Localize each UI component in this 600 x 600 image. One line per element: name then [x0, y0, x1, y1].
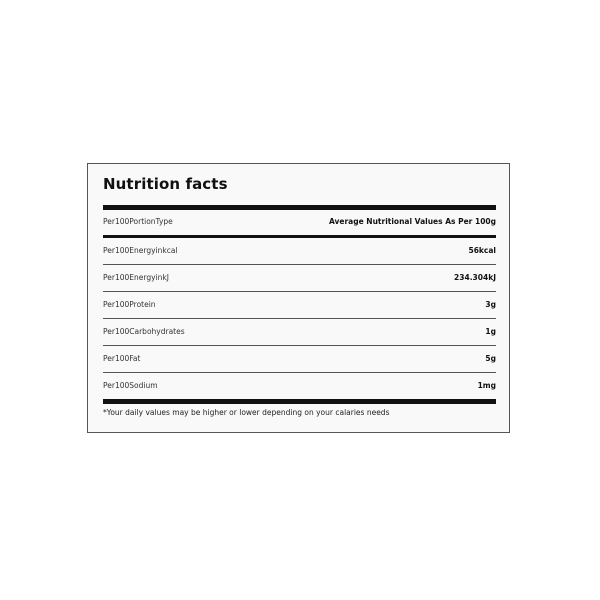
daily-values-footnote: *Your daily values may be higher or lower depending on your calaries needs [103, 408, 390, 417]
nutrition-row-energy-kcal [103, 244, 496, 258]
row-label: Per100Energyinkcal [103, 246, 178, 255]
nutrition-title: Nutrition facts [103, 175, 228, 193]
row-value: 5g [485, 354, 496, 363]
row-value: Average Nutritional Values As Per 100g [328, 217, 496, 226]
nutrition-row-protein [103, 298, 496, 312]
row-divider [103, 291, 496, 292]
nutrition-row-portion-type [103, 215, 496, 229]
nutrition-row-sodium [103, 379, 496, 393]
row-label: Per100Fat [103, 354, 141, 363]
row-divider [103, 345, 496, 346]
row-value: 3g [485, 300, 496, 309]
row-value: 1g [485, 327, 496, 336]
row-value: 234.304kJ [454, 273, 496, 282]
nutrition-row-fat [103, 352, 496, 366]
row-label: Per100Sodium [103, 381, 158, 390]
bottom-thick-divider [103, 399, 496, 404]
row-divider [103, 264, 496, 265]
nutrition-facts-panel [87, 163, 510, 433]
nutrition-row-carbohydrates [103, 325, 496, 339]
row-value: 56kcal [468, 246, 496, 255]
row-label: Per100PortionType [103, 217, 173, 226]
row-label: Per100EnergyinkJ [103, 273, 169, 282]
row-divider [103, 372, 496, 373]
header-divider [103, 235, 496, 238]
nutrition-row-energy-kj [103, 271, 496, 285]
top-thick-divider [103, 205, 496, 210]
row-label: Per100Carbohydrates [103, 327, 185, 336]
row-divider [103, 318, 496, 319]
row-label: Per100Protein [103, 300, 156, 309]
row-value: 1mg [477, 381, 496, 390]
